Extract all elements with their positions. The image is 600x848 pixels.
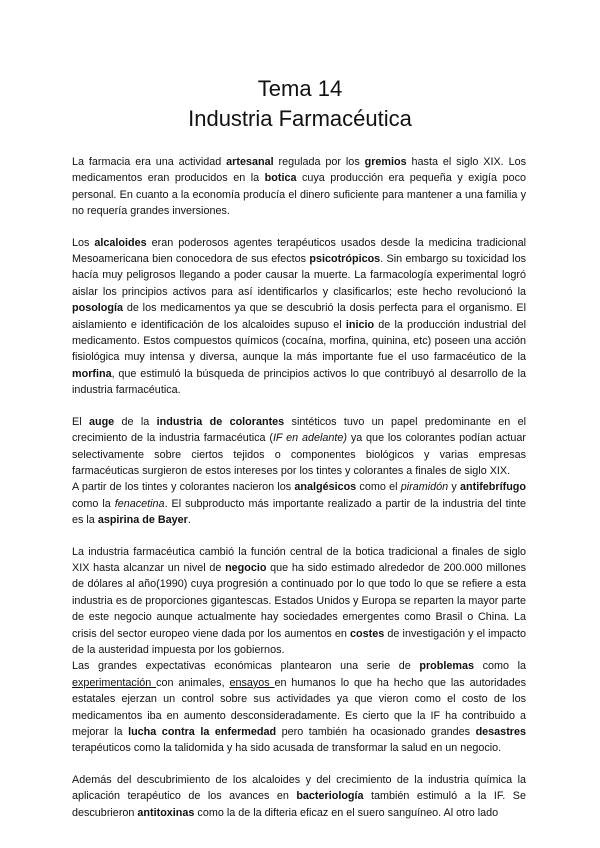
text-run: sintéticos tuvo un papel predominante en el crecimiento de la industria farmacéutica ( xyxy=(72,415,526,445)
text-run: ya que los colorantes podían actuar selectivamente sobre ciertos tejidos o componentes biológicos y varias empresas farmacéuticas surgieron de estos intereses por los tintes y colorantes a finales de siglo XIX. xyxy=(72,432,526,477)
text-run: de la producción industrial del medicamento. Estos compuestos químicos (cocaína, morfina, quinina, etc) poseen una acción fisiológica muy intensa y diversa, aunque la más importante fue el uso farmacéutico de la xyxy=(72,318,526,364)
text-run: como la xyxy=(72,497,115,510)
bold-term: costes xyxy=(350,627,385,640)
document-title-line-2: Industria Farmacéutica xyxy=(188,106,412,131)
text-run: eran poderosos agentes terapéuticos usados desde la medicina tradicional Mesoamericana bien conocedora de sus efectos xyxy=(72,236,526,266)
paragraph-negocio xyxy=(72,544,526,659)
text-run: . El subproducto más importante realizado a partir de la industria del tinte es la xyxy=(72,497,526,527)
paragraph-bacteriologia xyxy=(72,772,526,821)
text-run: hasta el siglo XIX. Los medicamentos eran producidos en la xyxy=(72,156,526,185)
bold-term: alcaloides xyxy=(94,236,147,249)
paragraph-colorantes xyxy=(72,414,526,480)
text-run: Las grandes expectativas económicas plantearon una serie de xyxy=(72,660,420,673)
text-run: con animales, xyxy=(156,676,230,689)
bold-term: bacteriología xyxy=(296,790,364,803)
document-body xyxy=(72,154,526,821)
text-run: de investigación y el impacto de la austeridad impuesta por los gobiernos. xyxy=(72,627,526,656)
bold-term: auge xyxy=(88,415,115,428)
text-run: . Sin embargo su toxicidad los hacía muy peligrosos llegando a poder causar la muerte. La farmacología experimental logró aislar los principios activos para así identificarlos y clasificarlos; este hecho revolucionó la xyxy=(72,253,526,298)
text-run: también estimuló a la IF. Se descubrieron xyxy=(72,790,526,819)
text-run: La industria farmacéutica cambió la función central de la botica tradicional a finales de siglo XIX hasta alcanzar un nivel de xyxy=(72,545,526,574)
text-run: A partir de los tintes y colorantes nacieron los xyxy=(72,481,295,494)
bold-term: antifebrífugo xyxy=(460,481,526,494)
bold-term: lucha contra la enfermedad xyxy=(128,726,277,738)
bold-term: desastres xyxy=(475,726,526,738)
bold-term: gremios xyxy=(364,156,407,168)
text-run: El xyxy=(72,415,89,428)
bold-term: botica xyxy=(264,172,297,185)
text-run: de la xyxy=(114,415,157,428)
underlined-term: experimentación xyxy=(72,676,157,689)
text-run: de los medicamentos ya que se descubrió la dosis perfecta para el organismo. El aislamiento e identificación de los alcaloides supuso el xyxy=(72,302,526,331)
text-run: . xyxy=(187,514,191,527)
text-run: como la de la difteria eficaz en el suero sanguíneo. Al otro lado xyxy=(194,806,499,819)
bold-term: negocio xyxy=(225,561,267,574)
italic-term: piramidón xyxy=(400,481,449,494)
text-run: La farmacia era una actividad xyxy=(72,156,227,168)
text-run: Además del descubrimiento de los alcaloides y del crecimiento de la industria química la aplicación terapéutico de los avances en xyxy=(72,773,526,803)
paragraph-alcaloides xyxy=(72,235,526,399)
text-run: que ha sido estimado alrededor de 200.000 millones de dólares al año(1990) cuya progresión a continuado por lo que todo lo que se refiere a esta industria es de proporciones gigantescas. Estados Unidos y Europa se reparten la mayor parte de este negocio aunque actualmente hay sociedades emergentes como Brasil o China. La crisis del sector europeo viene dada por los aumentos en xyxy=(72,561,526,640)
text-run: y xyxy=(448,481,461,494)
bold-term: aspirina de Bayer xyxy=(97,514,188,527)
text-run: como la xyxy=(473,660,526,673)
text-run: Los xyxy=(72,236,95,249)
text-run: como el xyxy=(356,481,401,494)
paragraph-problemas xyxy=(72,658,526,756)
bold-term: artesanal xyxy=(226,156,274,168)
bold-term: problemas xyxy=(419,660,474,673)
bold-term: psicotrópicos xyxy=(309,253,381,266)
text-run: regulada por los xyxy=(273,156,365,168)
text-run: , que estimuló la búsqueda de principios activos lo que contribuyó al desarrollo de la industria farmacéutica. xyxy=(72,367,526,397)
italic-term: IF en adelante) xyxy=(272,432,348,445)
paragraph-analgesicos xyxy=(72,479,526,528)
bold-term: inicio xyxy=(345,318,375,331)
paragraph-artesanal xyxy=(72,154,526,220)
bold-term: posología xyxy=(72,302,123,315)
bold-term: industria de colorantes xyxy=(156,415,285,428)
underlined-term: ensayos xyxy=(229,676,275,689)
document-title-line-1: Tema 14 xyxy=(257,76,343,101)
italic-term: fenacetina xyxy=(114,497,165,510)
bold-term: antitoxinas xyxy=(137,806,195,819)
text-run: pero también ha ocasionado grandes xyxy=(276,726,476,738)
bold-term: analgésicos xyxy=(294,481,357,494)
text-run: terapéuticos como la talidomida y ha sido acusada de transformar la salud en un negocio. xyxy=(72,742,502,755)
bold-term: morfina xyxy=(72,367,112,380)
text-run: en humanos lo que ha hecho que las autoridades estatales ejerzan un control sobre sus actividades ya que vieron como el costo de los medicamentos iba en aumento desconsideradamente. Es cierto que la IF ha contribuido a mejorar la xyxy=(72,676,526,738)
text-run: cuya producción era pequeña y exigía poco personal. En cuanto a la economía producía el dinero suficiente para mantener a una familia y no requería grandes inversiones. xyxy=(72,172,526,218)
